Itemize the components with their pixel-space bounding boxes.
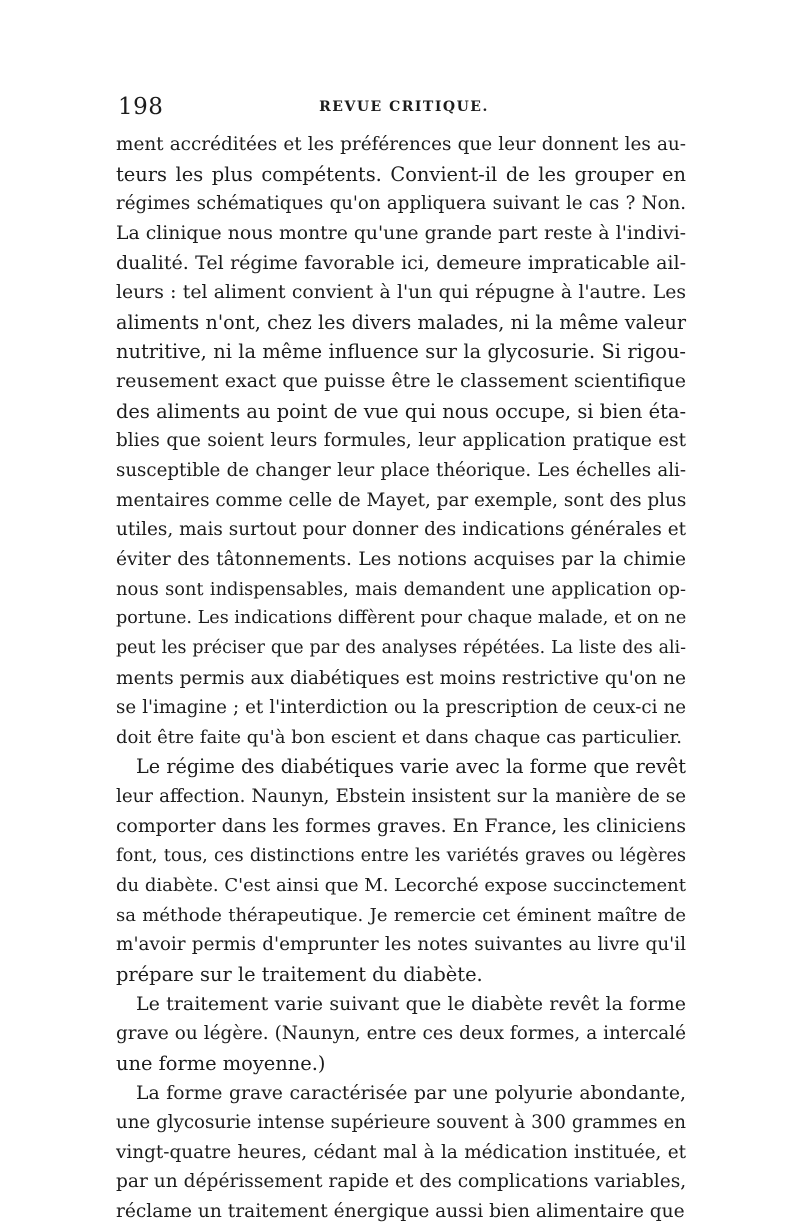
page-header [118,94,690,124]
text-line: du diabète. C'est ainsi que M. Lecorché expose succinctement [116,875,686,897]
text-line: nous sont indispensables, mais demandent une application op- [116,578,686,600]
text-line: réclame un traitement énergique aussi bien alimentaire que [116,1201,685,1223]
paragraph [116,752,686,989]
text-line: font, tous, ces distinctions entre les variétés graves ou légères [116,845,686,867]
text-line: ments permis aux diabétiques est moins restrictive qu'on ne [116,667,686,689]
text-line: comporter dans les formes graves. En France, les cliniciens [116,815,686,837]
text-line: Le traitement varie suivant que le diabète revêt la forme [136,992,686,1015]
text-line: des aliments au point de vue qui nous occupe, si bien éta- [116,399,686,423]
paragraph [116,1079,686,1227]
text-line: par un dépérissement rapide et des complications variables, [116,1171,687,1193]
text-line: m'avoir permis d'emprunter les notes suivantes au livre qu'il [116,934,686,956]
page-number: 198 [118,94,164,120]
text-line: sa méthode thérapeutique. Je remercie cet éminent maître de [116,904,686,926]
text-line: leur affection. Naunyn, Ebstein insistent sur la manière de se [116,786,686,808]
text-line: blies que soient leurs formules, leur application pratique est [116,430,686,452]
text-line: portune. Les indications diffèrent pour chaque malade, et on ne [116,608,687,629]
text-line: Le régime des diabétiques varie avec la forme que revêt [136,755,686,779]
text-line: reusement exact que puisse être le classement scientifique [116,370,686,393]
text-line: régimes schématiques qu'on appliquera suivant le cas ? Non. [116,193,686,215]
text-line: grave ou légère. (Naunyn, entre ces deux formes, a intercalé [116,1023,686,1045]
text-line: teurs les plus compétents. Convient-il de les grouper en [116,162,686,186]
text-line: prépare sur le traitement du diabète. [116,962,483,986]
text-line: une forme moyenne.) [116,1051,326,1075]
text-line: une glycosurie intense supérieure souvent à 300 grammes en [116,1112,686,1134]
running-head: REVUE CRITIQUE. [319,99,489,115]
paragraph [116,990,686,1079]
text-line: mentaires comme celle de Mayet, par exemple, sont des plus [116,489,687,511]
text-line: se l'imagine ; et l'interdiction ou la prescription de ceux-ci ne [116,697,686,719]
text-line: aliments n'ont, chez les divers malades, ni la même valeur [116,310,686,334]
paragraph [116,130,686,752]
text-line: peut les préciser que par des analyses répétées. La liste des ali- [116,637,686,658]
text-line: La clinique nous montre qu'une grande part reste à l'indivi- [116,222,686,244]
text-line: utiles, mais surtout pour donner des indications générales et [116,519,686,541]
text-line: vingt-quatre heures, cédant mal à la médication instituée, et [116,1141,686,1163]
text-line: dualité. Tel régime favorable ici, demeure impraticable ail- [116,251,686,274]
text-line: nutritive, ni la même influence sur la glycosurie. Si rigou- [116,340,686,364]
text-line: doit être faite qu'à bon escient et dans chaque cas particulier. [116,726,682,748]
text-line: éviter des tâtonnements. Les notions acquises par la chimie [116,548,686,570]
text-line: leurs : tel aliment convient à l'un qui répugne à l'autre. Les [116,282,686,304]
text-line: susceptible de changer leur place théorique. Les échelles ali- [116,460,686,482]
text-line: ment accréditées et les préférences que leur donnent les au- [116,134,686,155]
text-line: La forme grave caractérisée par une polyurie abondante, [136,1082,686,1104]
body-text [116,130,686,1227]
